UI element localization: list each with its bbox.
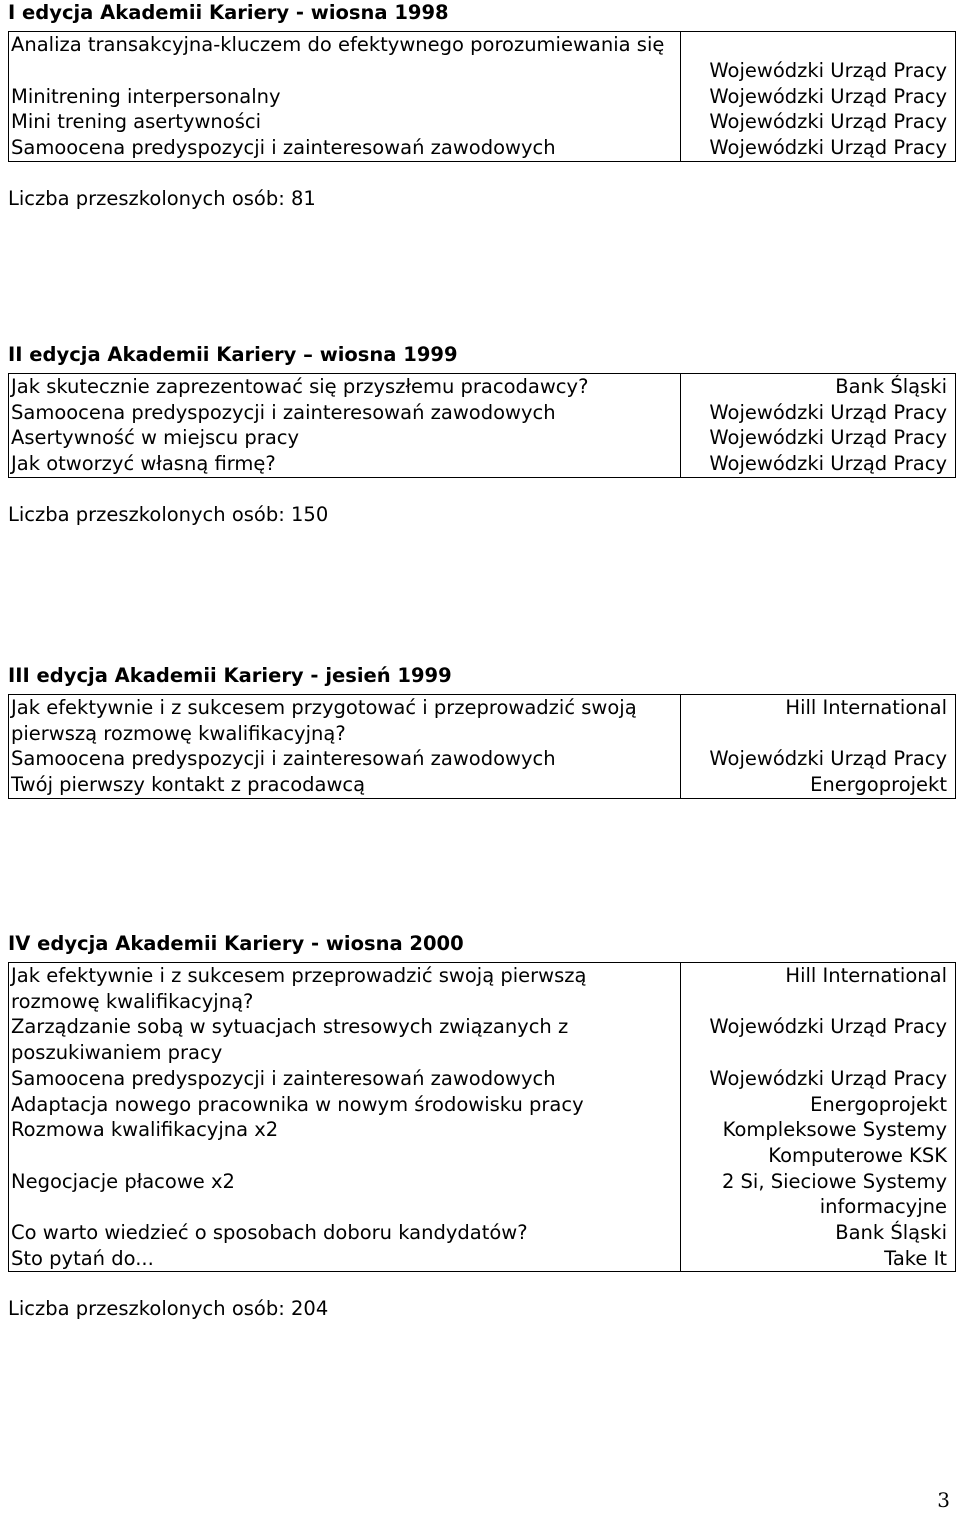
edition-2-course-table: [8, 373, 956, 478]
table-row: [9, 135, 956, 161]
table-row: [9, 84, 956, 110]
course-topic: Samoocena predyspozycji i zainteresowań zawodowych: [9, 400, 681, 426]
course-topic: Zarządzanie sobą w sytuacjach stresowych związanych z poszukiwaniem pracy: [9, 1014, 681, 1065]
course-organizer: Wojewódzki Urząd Pracy: [681, 400, 956, 426]
course-organizer: Energoprojekt: [681, 772, 956, 798]
table-row: [9, 1066, 956, 1092]
table-row: [9, 772, 956, 798]
edition-4-course-table: [8, 962, 956, 1272]
trained-count: Liczba przeszkolonych osób: 204: [8, 1297, 329, 1321]
course-organizer: Bank Śląski: [681, 374, 956, 400]
course-organizer: Wojewódzki Urząd Pracy: [681, 32, 956, 84]
table-row: [9, 963, 956, 1015]
course-topic: Samoocena predyspozycji i zainteresowań zawodowych: [9, 746, 681, 772]
course-organizer: Wojewódzki Urząd Pracy: [681, 109, 956, 135]
course-organizer: Take It: [681, 1246, 956, 1272]
edition-4-title: IV edycja Akademii Kariery - wiosna 2000: [8, 932, 464, 955]
course-organizer: Bank Śląski: [681, 1220, 956, 1246]
table-row: [9, 1169, 956, 1220]
course-topic: Jak efektywnie i z sukcesem przeprowadzić swoją pierwszą rozmowę kwalifikacyjną?: [9, 963, 681, 1015]
course-organizer: Energoprojekt: [681, 1092, 956, 1118]
table-row: [9, 746, 956, 772]
edition-1-title: I edycja Akademii Kariery - wiosna 1998: [8, 1, 449, 24]
table-row: [9, 109, 956, 135]
course-topic: Jak otworzyć własną firmę?: [9, 451, 681, 477]
edition-1-course-table: [8, 31, 956, 162]
course-topic: Negocjacje płacowe x2: [9, 1169, 681, 1220]
edition-3-title: III edycja Akademii Kariery - jesień 1999: [8, 664, 452, 687]
course-organizer: Wojewódzki Urząd Pracy: [681, 1066, 956, 1092]
course-organizer: Wojewódzki Urząd Pracy: [681, 425, 956, 451]
course-topic: Rozmowa kwalifikacyjna x2: [9, 1117, 681, 1168]
table-row: [9, 400, 956, 426]
course-organizer: Hill International: [681, 963, 956, 1015]
course-topic: Sto pytań do...: [9, 1246, 681, 1272]
course-organizer: Wojewódzki Urząd Pracy: [681, 1014, 956, 1065]
table-row: [9, 374, 956, 400]
course-topic: Minitrening interpersonalny: [9, 84, 681, 110]
course-topic: Analiza transakcyjna-kluczem do efektywnego porozumiewania się: [9, 32, 681, 84]
course-topic: Jak skutecznie zaprezentować się przyszłemu pracodawcy?: [9, 374, 681, 400]
edition-2-title: II edycja Akademii Kariery – wiosna 1999: [8, 343, 458, 366]
trained-count: Liczba przeszkolonych osób: 81: [8, 186, 316, 210]
edition-3: [8, 663, 956, 799]
table-row: [9, 1220, 956, 1246]
edition-3-course-table: [8, 694, 956, 799]
table-row: [9, 1117, 956, 1168]
table-row: [9, 1246, 956, 1272]
table-row: [9, 1092, 956, 1118]
table-row: [9, 32, 956, 84]
course-organizer: 2 Si, Sieciowe Systemy informacyjne: [681, 1169, 956, 1220]
course-topic: Asertywność w miejscu pracy: [9, 425, 681, 451]
course-topic: Samoocena predyspozycji i zainteresowań zawodowych: [9, 1066, 681, 1092]
edition-2: [8, 342, 956, 547]
course-topic: Samoocena predyspozycji i zainteresowań zawodowych: [9, 135, 681, 161]
course-topic: Mini trening asertywności: [9, 109, 681, 135]
page-number: 3: [937, 1488, 950, 1512]
course-topic: Twój pierwszy kontakt z pracodawcą: [9, 772, 681, 798]
course-organizer: Wojewódzki Urząd Pracy: [681, 84, 956, 110]
table-row: [9, 451, 956, 477]
course-organizer: Kompleksowe Systemy Komputerowe KSK: [681, 1117, 956, 1168]
course-organizer: Wojewódzki Urząd Pracy: [681, 451, 956, 477]
table-row: [9, 695, 956, 747]
table-row: [9, 1014, 956, 1065]
course-topic: Adaptacja nowego pracownika w nowym środowisku pracy: [9, 1092, 681, 1118]
trained-count: Liczba przeszkolonych osób: 150: [8, 502, 329, 526]
course-topic: Jak efektywnie i z sukcesem przygotować i przeprowadzić swoją pierwszą rozmowę kwalifikacyjną?: [9, 695, 681, 747]
edition-4: [8, 931, 956, 1342]
course-organizer: Hill International: [681, 695, 956, 747]
table-row: [9, 425, 956, 451]
course-organizer: Wojewódzki Urząd Pracy: [681, 746, 956, 772]
course-topic: Co warto wiedzieć o sposobach doboru kandydatów?: [9, 1220, 681, 1246]
edition-1: [8, 0, 956, 231]
course-organizer: Wojewódzki Urząd Pracy: [681, 135, 956, 161]
